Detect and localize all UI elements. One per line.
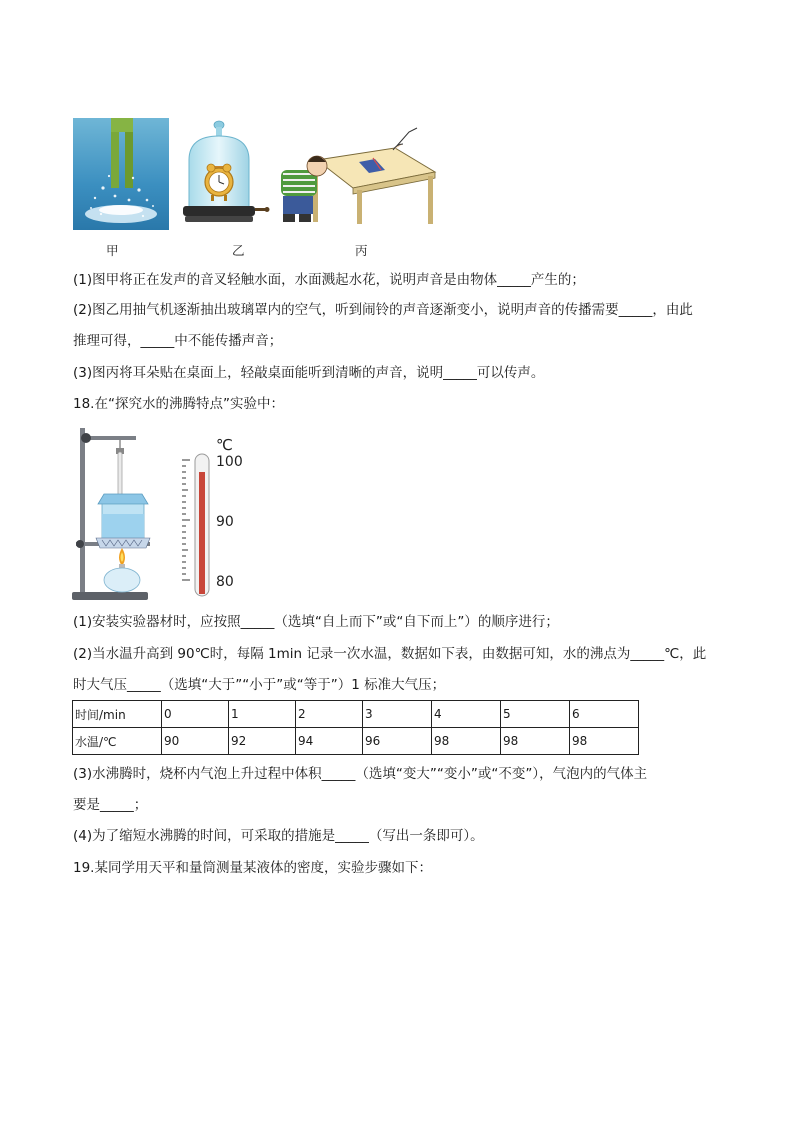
q18-part3-line1: (3)水沸腾时，烧杯内气泡上升过程中体积_____（选填“变大”“变小”或“不变”），气泡内的气体主: [73, 766, 648, 782]
temperature-table: [72, 700, 639, 755]
table-cell: 3: [363, 701, 432, 728]
caption-bing: 丙: [355, 243, 368, 258]
table-cell: 98: [570, 728, 639, 755]
caption-jia: 甲: [106, 243, 119, 258]
thermometer-image: [178, 432, 248, 600]
q18-part1: (1)安装实验器材时，应按照_____（选填“自上而下”或“自下而上”）的顺序进行；: [73, 614, 559, 630]
thermometer-unit: ℃: [216, 436, 233, 454]
tick-label-90: 90: [216, 514, 234, 530]
ear-on-table-image: [277, 126, 437, 226]
table-cell: 1: [229, 701, 296, 728]
table-cell: 98: [501, 728, 570, 755]
caption-yi: 乙: [232, 243, 245, 258]
tuning-fork-water-image: [73, 118, 169, 230]
q17-part1: (1)图甲将正在发声的音叉轻触水面，水面溅起水花，说明声音是由物体_____产生的；: [73, 272, 585, 288]
q17-part3: (3)图丙将耳朵贴在桌面上，轻敲桌面能听到清晰的声音，说明_____可以传声。: [73, 365, 545, 381]
table-cell: 时间/min: [73, 701, 162, 728]
table-cell: 94: [296, 728, 363, 755]
table-row: [73, 701, 639, 728]
table-cell: 5: [501, 701, 570, 728]
q18-part2-line1: (2)当水温升高到 90℃时，每隔 1min 记录一次水温，数据如下表，由数据可知，水的沸点为_____℃，此: [73, 646, 707, 662]
table-cell: 4: [432, 701, 501, 728]
bell-jar-alarm-image: [181, 120, 271, 228]
q18-part3-line2: 要是_____；: [73, 797, 148, 813]
tick-label-100: 100: [216, 454, 243, 470]
table-row: [73, 728, 639, 755]
boiling-apparatus-image: [72, 424, 158, 604]
q18-part4: (4)为了缩短水沸腾的时间，可采取的措施是_____（写出一条即可）。: [73, 828, 484, 844]
table-cell: 92: [229, 728, 296, 755]
table-cell: 0: [162, 701, 229, 728]
thermometer-liquid: [199, 472, 205, 594]
table-cell: 6: [570, 701, 639, 728]
table-cell: 96: [363, 728, 432, 755]
table-cell: 90: [162, 728, 229, 755]
table-cell: 2: [296, 701, 363, 728]
q19-title: 19.某同学用天平和量筒测量某液体的密度，实验步骤如下：: [73, 860, 432, 876]
q18-title: 18.在“探究水的沸腾特点”实验中：: [73, 396, 284, 412]
table-cell: 水温/℃: [73, 728, 162, 755]
q17-part2-line1: (2)图乙用抽气机逐渐抽出玻璃罩内的空气，听到闹铃的声音逐渐变小，说明声音的传播需要_____，由此: [73, 302, 693, 318]
tick-label-80: 80: [216, 574, 234, 590]
table-cell: 98: [432, 728, 501, 755]
q17-part2-line2: 推理可得，_____中不能传播声音；: [73, 333, 283, 349]
q18-part2-line2: 时大气压_____（选填“大于”“小于”或“等于”）1 标准大气压；: [73, 677, 446, 693]
